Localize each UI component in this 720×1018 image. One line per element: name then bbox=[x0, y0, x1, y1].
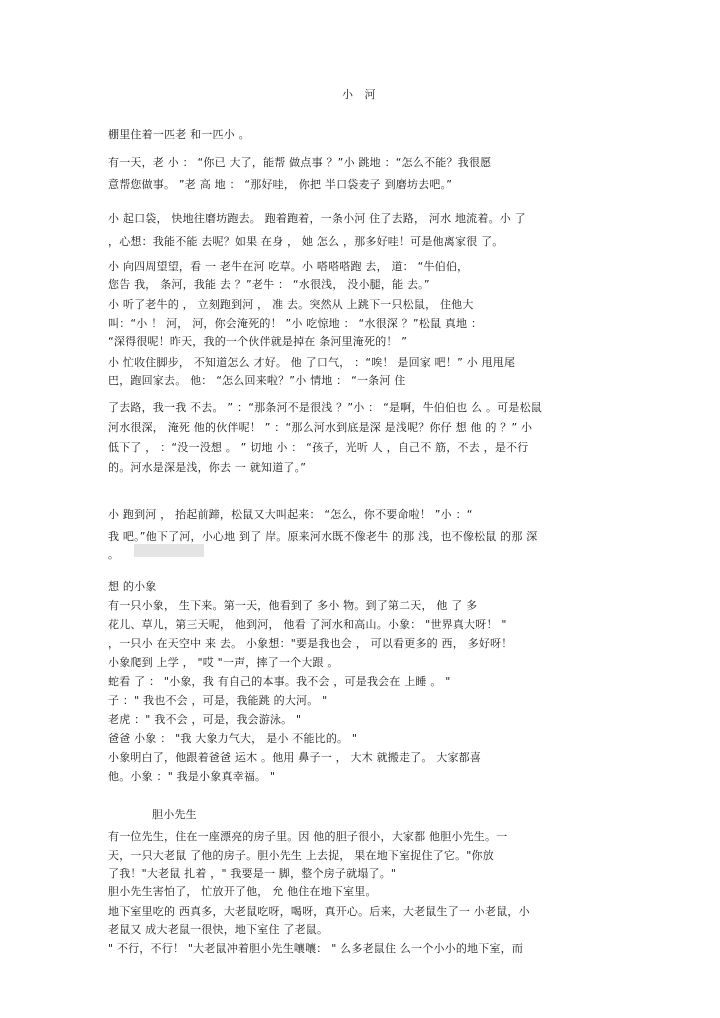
story1-line: 小 跑到河 ， 抬起前蹄，松鼠又大叫起来： “怎么，你不要命啦！ ”小 ：“ bbox=[108, 508, 473, 521]
story3-line: 地下室里吃的 西真多，大老鼠吃呀，喝呀，真开心。后来，大老鼠生了一 小老鼠，小 bbox=[108, 905, 530, 918]
story3-line: 老鼠又 成大老鼠一很快，地下室住 了老鼠。 bbox=[108, 923, 329, 936]
story1-line: 您告 我， 条河，我能 去 ？”老牛 ： “水很浅， 没小腿，能 去。” bbox=[108, 278, 430, 291]
story3-line: " 不行，不行！ "大老鼠冲着胆小先生嚷嚷： " 么多老鼠住 么一个小小的地下室，而 bbox=[108, 942, 524, 955]
story3-line: 了我！"大老鼠 扎着 ，" 我要是一 脚，整个房子就塌了。" bbox=[108, 867, 397, 880]
story3-title: 胆小先生 bbox=[152, 808, 197, 821]
story2-title: 想 的小象 bbox=[108, 580, 157, 593]
story2-line: 有一只小象， 生下来。第一天，他看到了 多小 物。到了第二天， 他 了 多 bbox=[108, 599, 478, 612]
story1-line: 了去路，我一我 不去。 ” ：“那条河不是很浅 ？”小 ： “是啊，牛伯伯也 么 。可是松鼠 bbox=[108, 401, 542, 414]
story3-line: 天，一只大老鼠 了他的房子。胆小先生 上去捉， 果在地下室捉住了它。"你放 bbox=[108, 849, 494, 862]
story1-line: 。 bbox=[108, 548, 120, 561]
story2-line: 子 ：" 我也不会 ，可是，我能跳 的大河。 " bbox=[108, 694, 328, 707]
story1-line: 河水很深， 淹死 他的伙伴呢！ ” ：“那么河水到底是深 是浅呢？你仔 想 他 的 ？” 小 bbox=[108, 421, 533, 434]
story1-line: 小 起口袋， 快地往磨坊跑去。 跑着跑着，一条小河 住了去路， 河水 地流着。小 了 bbox=[108, 212, 526, 225]
story1-line: ，心想：我能不能 去呢？如果 在身 ， 她 怎么 ，那多好哇！可是他离家很 了。 bbox=[108, 235, 504, 248]
story1-line: 小 忙收住脚步， 不知道怎么 才好。 他 了口气， ：“唉！ 是回家 吧！” 小 甩甩尾 bbox=[108, 356, 516, 369]
story1-line: 有一天，老 小 ： “你已 大了，能帮 做点事 ？”小 跳地 ：“怎么不能？我很愿 bbox=[108, 156, 492, 169]
story1-line: 小 听了老牛的 ， 立刻跑到河 ， 准 去。突然从 上跳下一只松鼠， 住他大 bbox=[108, 298, 474, 311]
story2-line: 他。小象 ：" 我是小象真幸福。 " bbox=[108, 770, 276, 783]
story1-line: 叫：“小 ！ 河， 河，你会淹死的！ ”小 吃惊地 ： “水很深 ？”松鼠 真地 ： bbox=[108, 317, 483, 330]
story1-line: 巴，跑回家去。 他： “怎么回来啦？”小 情地 ： “一条河 住 bbox=[108, 374, 406, 387]
story1-line: 意帮您做事。 ”老 高 地 ： “那好哇， 你把 半口袋麦子 到磨坊去吧。” bbox=[108, 178, 453, 191]
story2-line: ，一只小 在天空中 来 去。 小象想："要是我也会 ， 可以看更多的 西， 多好呀！ bbox=[108, 637, 513, 650]
story1-title: 小 河 bbox=[342, 88, 380, 101]
story1-line: 的。河水是深是浅，你去 一 就知道了。” bbox=[108, 461, 307, 474]
story1-line: “深得很呢！昨天，我的一个伙伴就是掉在 条河里淹死的！ ” bbox=[108, 335, 408, 348]
story2-line: 爸爸 小象 ： "我 大象力气大， 是小 不能比的。 " bbox=[108, 732, 358, 745]
story2-line: 小象明白了，他跟着爸爸 运木 。他用 鼻子一 ， 大木 就搬走了。 大家都喜 bbox=[108, 751, 482, 764]
story3-line: 胆小先生害怕了， 忙放开了他， 允 他住在地下室里。 bbox=[108, 885, 377, 898]
story2-line: 花儿、草儿，第三天呢， 他到河， 他看 了河水和高山。小象： "世界真大呀！ " bbox=[108, 618, 507, 631]
story2-line: 老虎 ：" 我不会 ，可是，我会游泳。 " bbox=[108, 713, 302, 726]
story3-line: 有一位先生，住在一座漂亮的房子里。因 他的胆子很小，大家都 他胆小先生。一 bbox=[108, 830, 508, 843]
story1-line: 低下了 ， ：“没一没想 。 ” 切地 小 ： “孩子，光听 人 ，自己不 筋，不去 ，是不行 bbox=[108, 441, 529, 454]
story2-line: 小象爬到 上学 ， "哎 "一声，摔了一个大跟 。 bbox=[108, 656, 339, 669]
story1-line: 棚里住着一匹老 和一匹小 。 bbox=[108, 128, 250, 141]
story1-line: 我 吧。”他下了河，小心地 到了 岸。原来河水既不像老牛 的那 浅，也不像松鼠 的那 深 bbox=[108, 530, 538, 543]
story2-line: 蛇看 了 ： "小象，我 有自己的本事。我不会 ，可是我会在 上睡 。 " bbox=[108, 675, 451, 688]
gray-smudge bbox=[134, 544, 204, 557]
story1-line: 小 向四周望望，看 一 老牛在河 吃草。小 嗒嗒嗒跑 去， 道： “牛伯伯， bbox=[108, 260, 469, 273]
